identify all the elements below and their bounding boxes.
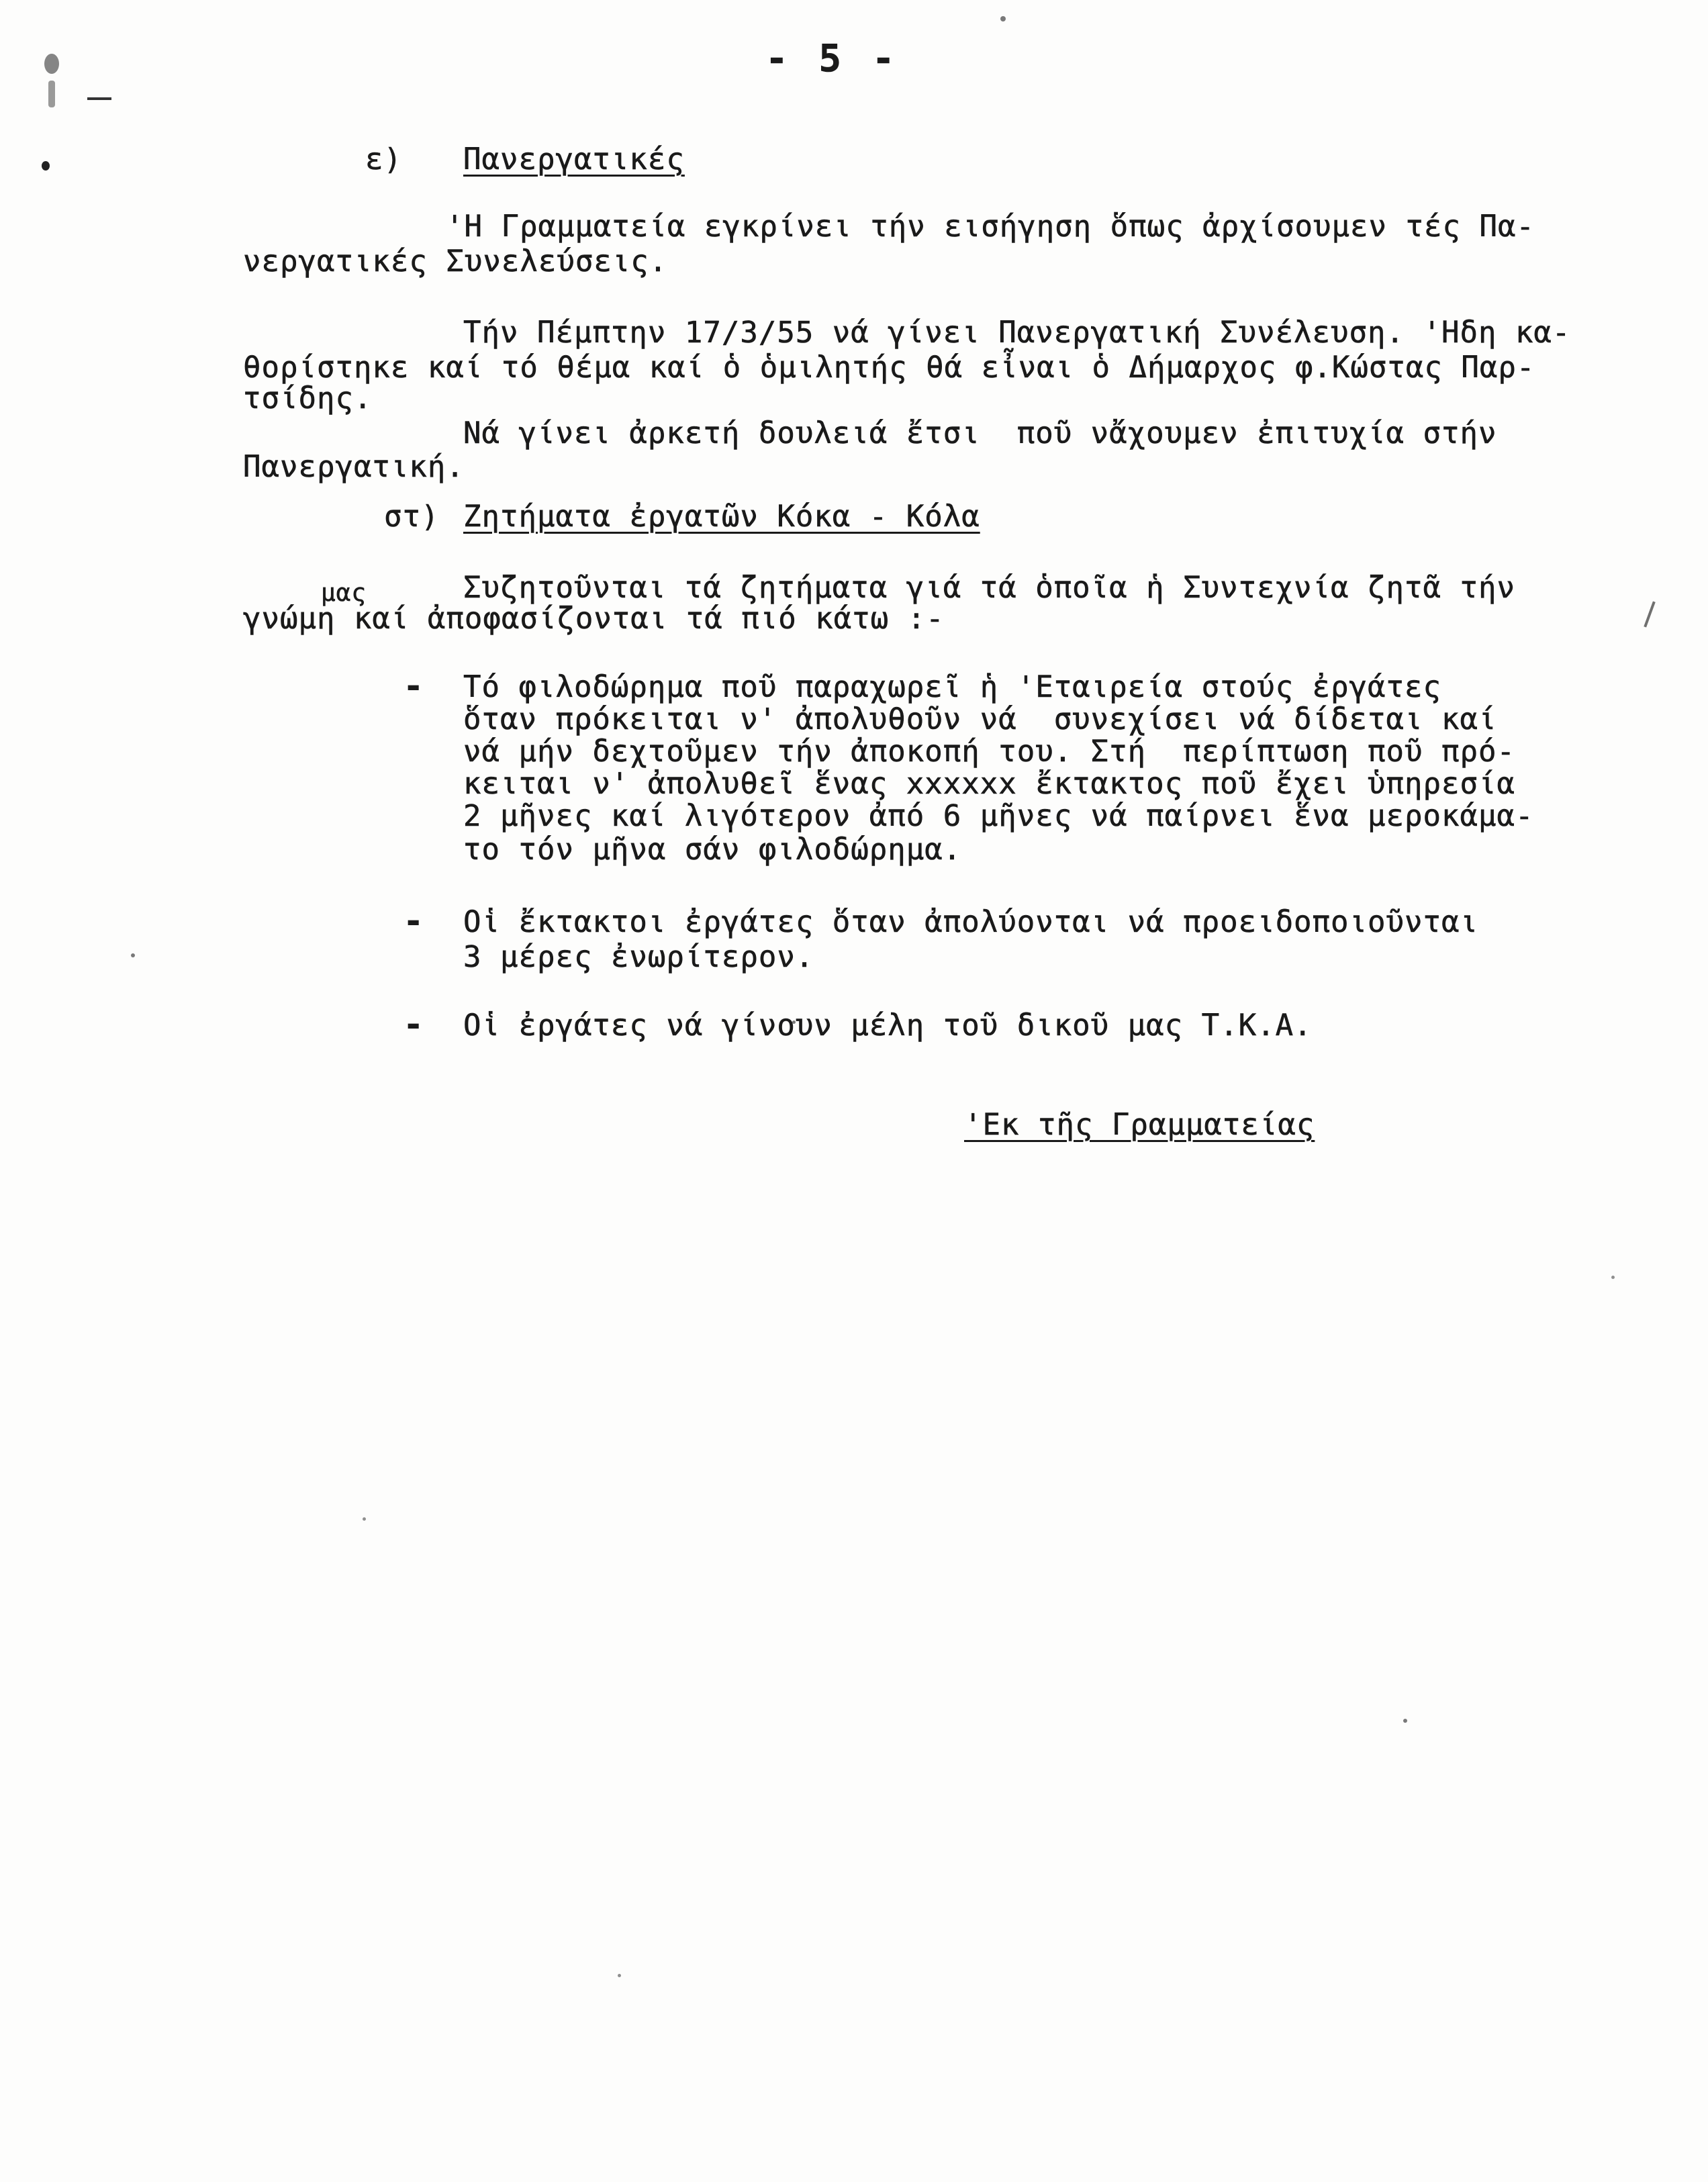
- bullet1-line4: κειται ν' ἀπολυθεῖ ἕνας xxxxxx ἔκτακτος ποῦ ἔχει ὑπηρεσία: [463, 767, 1515, 801]
- bullet2-line1: Οἱ ἔκτακτοι ἐργάτες ὅταν ἀπολύονται νά προειδοποιοῦνται: [463, 905, 1478, 939]
- section-e-para1-line2: νεργατικές Συνελεύσεις.: [243, 244, 668, 279]
- bullet2-line2: 3 μέρες ἐνωρίτερον.: [463, 940, 814, 974]
- bullet-dash: -: [403, 901, 424, 941]
- section-e-para3-line2: Πανεργατική.: [243, 450, 465, 484]
- section-st-intro-line2: γνώμη καί ἀποφασίζονται τά πιό κάτω :-: [243, 602, 945, 636]
- scan-mark: [87, 97, 111, 100]
- section-st-label: στ): [384, 500, 440, 534]
- bullet1-line2: ὅταν πρόκειται ν' ἀπολυθοῦν νά συνεχίσει νά δίδεται καί: [463, 702, 1497, 737]
- bullet1-line5: 2 μῆνες καί λιγότερον ἀπό 6 μῆνες νά παίρνει ἕνα μεροκάμα-: [463, 799, 1534, 833]
- section-st-intro-insert: μας: [321, 579, 367, 607]
- page-number: - 5 -: [765, 37, 899, 81]
- section-e-para2-line3: τσίδης.: [243, 381, 373, 416]
- bullet1-line1: Τό φιλοδώρημα ποῦ παραχωρεῖ ἡ 'Εταιρεία στούς ἐργάτες: [463, 670, 1441, 704]
- bullet3-line1: Οἱ ἐργάτες νά γίνουν μέλη τοῦ δικοῦ μας Τ.Κ.Α.: [463, 1008, 1313, 1043]
- scan-speck: [131, 953, 135, 957]
- bullet1-line6: το τόν μῆνα σάν φιλοδώρημα.: [463, 833, 962, 867]
- section-st-title: Ζητήματα ἐργατῶν Κόκα - Κόλα: [463, 500, 980, 534]
- scan-mark: [1644, 602, 1655, 628]
- bullet-dash: -: [403, 666, 424, 706]
- scan-speck: [48, 81, 55, 107]
- section-e-title: Πανεργατικές: [463, 142, 685, 177]
- signature: 'Εκ τῆς Γραμματείας: [964, 1108, 1315, 1142]
- scan-speck: [618, 1974, 621, 1977]
- section-e-para1-line1: 'Η Γραμματεία εγκρίνει τήν εισήγηση ὅπως ἀρχίσουμεν τές Πα-: [446, 209, 1535, 244]
- bullet-dash: -: [403, 1004, 424, 1045]
- section-st-intro-line1: Συζητοῦνται τά ζητήματα γιά τά ὁποῖα ἡ Συντεχνία ζητᾶ τήν: [463, 571, 1515, 605]
- scan-speck: [363, 1517, 366, 1521]
- scan-speck: [1000, 16, 1006, 21]
- scan-speck: [1611, 1276, 1615, 1279]
- scan-speck: [44, 54, 59, 74]
- scan-speck: [1403, 1719, 1407, 1723]
- section-e-para2-line1: Τήν Πέμπτην 17/3/55 νά γίνει Πανεργατική Συνέλευση. 'Ηδη κα-: [463, 316, 1571, 350]
- bullet1-line3: νά μήν δεχτοῦμεν τήν ἀποκοπή του. Στή περίπτωση ποῦ πρό-: [463, 734, 1515, 769]
- scan-speck: [42, 161, 50, 171]
- section-e-para3-line1: Νά γίνει ἀρκετή δουλειά ἔτσι ποῦ νἄχουμεν ἐπιτυχία στήν: [463, 416, 1497, 450]
- section-e-label: ε): [365, 142, 402, 177]
- section-e-para2-line2: θορίστηκε καί τό θέμα καί ὁ ὁμιλητής θά εἶναι ὁ Δήμαρχος φ.Κώστας Παρ-: [243, 350, 1535, 385]
